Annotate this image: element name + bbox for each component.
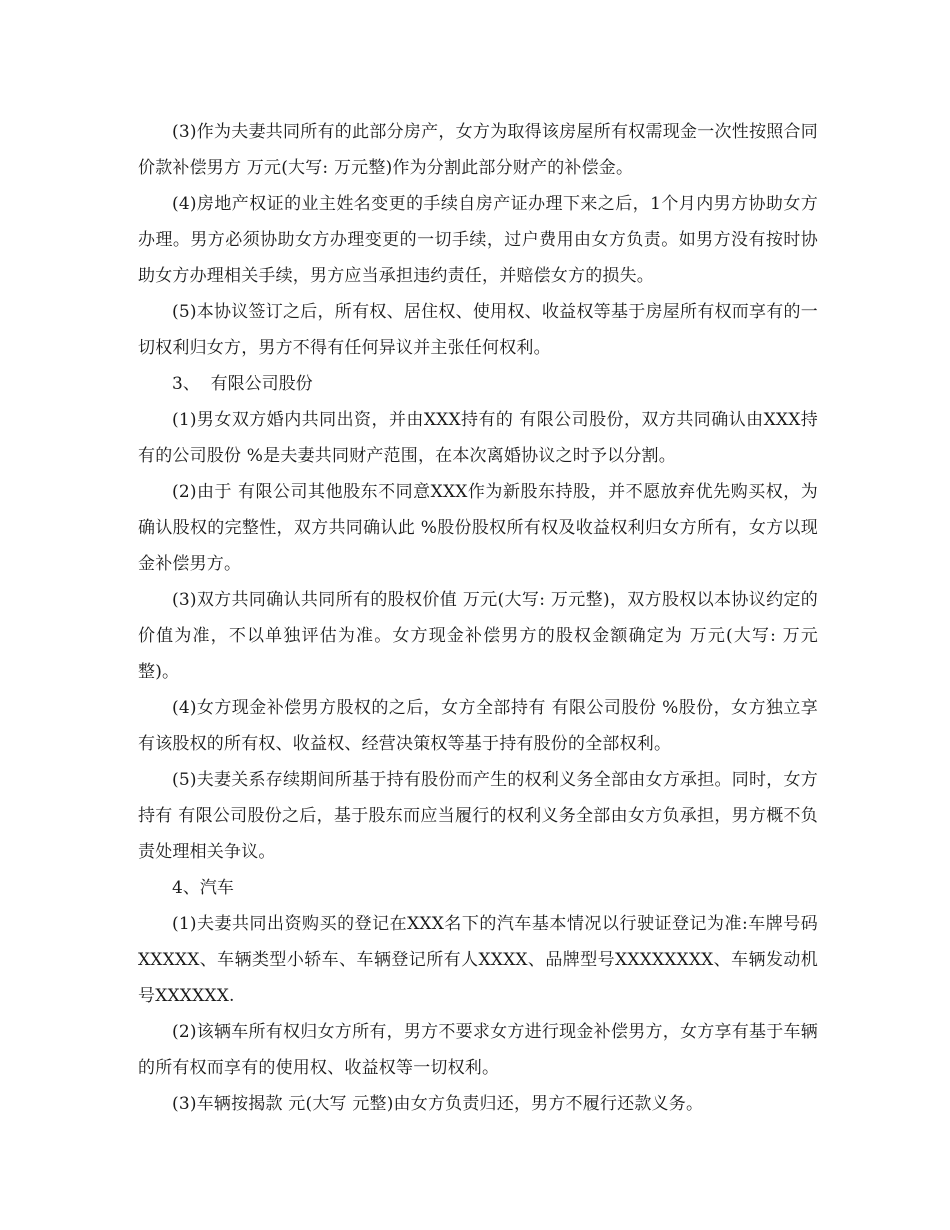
paragraph-car-1: (1)夫妻共同出资购买的登记在XXX名下的汽车基本情况以行驶证登记为准:车牌号码XXXXX、车辆类型小轿车、车辆登记所有人XXXX、品牌型号XXXXXXXX、车辆发动机号XXXXXX. xyxy=(138,914,818,1006)
paragraph-shares-3: (3)双方共同确认共同所有的股权价值 万元(大写: 万元整)，双方股权以本协议约定的价值为准，不以单独评估为准。女方现金补偿男方的股权金额确定为 万元(大写: 万元整)。 xyxy=(138,590,818,682)
paragraph-house-3: (3)作为夫妻共同所有的此部分房产，女方为取得该房屋所有权需现金一次性按照合同价款补偿男方 万元(大写: 万元整)作为分割此部分财产的补偿金。 xyxy=(138,122,818,178)
paragraph-shares-2: (2)由于 有限公司其他股东不同意XXX作为新股东持股，并不愿放弃优先购买权，为确认股权的完整性，双方共同确认此 %股份股权所有权及收益权利归女方所有，女方以现金补偿男方。 xyxy=(138,482,818,574)
paragraph-shares-5: (5)夫妻关系存续期间所基于持有股份而产生的权利义务全部由女方承担。同时，女方持有 有限公司股份之后，基于股东而应当履行的权利义务全部由女方负承担，男方概不负责处理相关争议。 xyxy=(138,770,818,862)
paragraph-car-2: (2)该辆车所有权归女方所有，男方不要求女方进行现金补偿男方，女方享有基于车辆的所有权而享有的使用权、收益权等一切权利。 xyxy=(138,1022,818,1078)
section-heading-car: 4、汽车 xyxy=(172,878,234,898)
paragraph-shares-4: (4)女方现金补偿男方股权的之后，女方全部持有 有限公司股份 %股份，女方独立享有该股权的所有权、收益权、经营决策权等基于持有股份的全部权利。 xyxy=(138,698,818,754)
paragraph-house-4: (4)房地产权证的业主姓名变更的手续自房产证办理下来之后，1个月内男方协助女方办理。男方必须协助女方办理变更的一切手续，过户费用由女方负责。如男方没有按时协助女方办理相关手续，男方应当承担违约责任，并赔偿女方的损失。 xyxy=(138,194,818,286)
section-heading-company-shares: 3、 有限公司股份 xyxy=(172,374,313,394)
paragraph-shares-1: (1)男女双方婚内共同出资，并由XXX持有的 有限公司股份，双方共同确认由XXX持有的公司股份 %是夫妻共同财产范围，在本次离婚协议之时予以分割。 xyxy=(138,410,818,466)
paragraph-car-3: (3)车辆按揭款 元(大写 元整)由女方负责归还，男方不履行还款义务。 xyxy=(172,1094,704,1114)
paragraph-house-5: (5)本协议签订之后，所有权、居住权、使用权、收益权等基于房屋所有权而享有的一切权利归女方，男方不得有任何异议并主张任何权利。 xyxy=(138,302,818,358)
document-page xyxy=(138,114,818,1122)
